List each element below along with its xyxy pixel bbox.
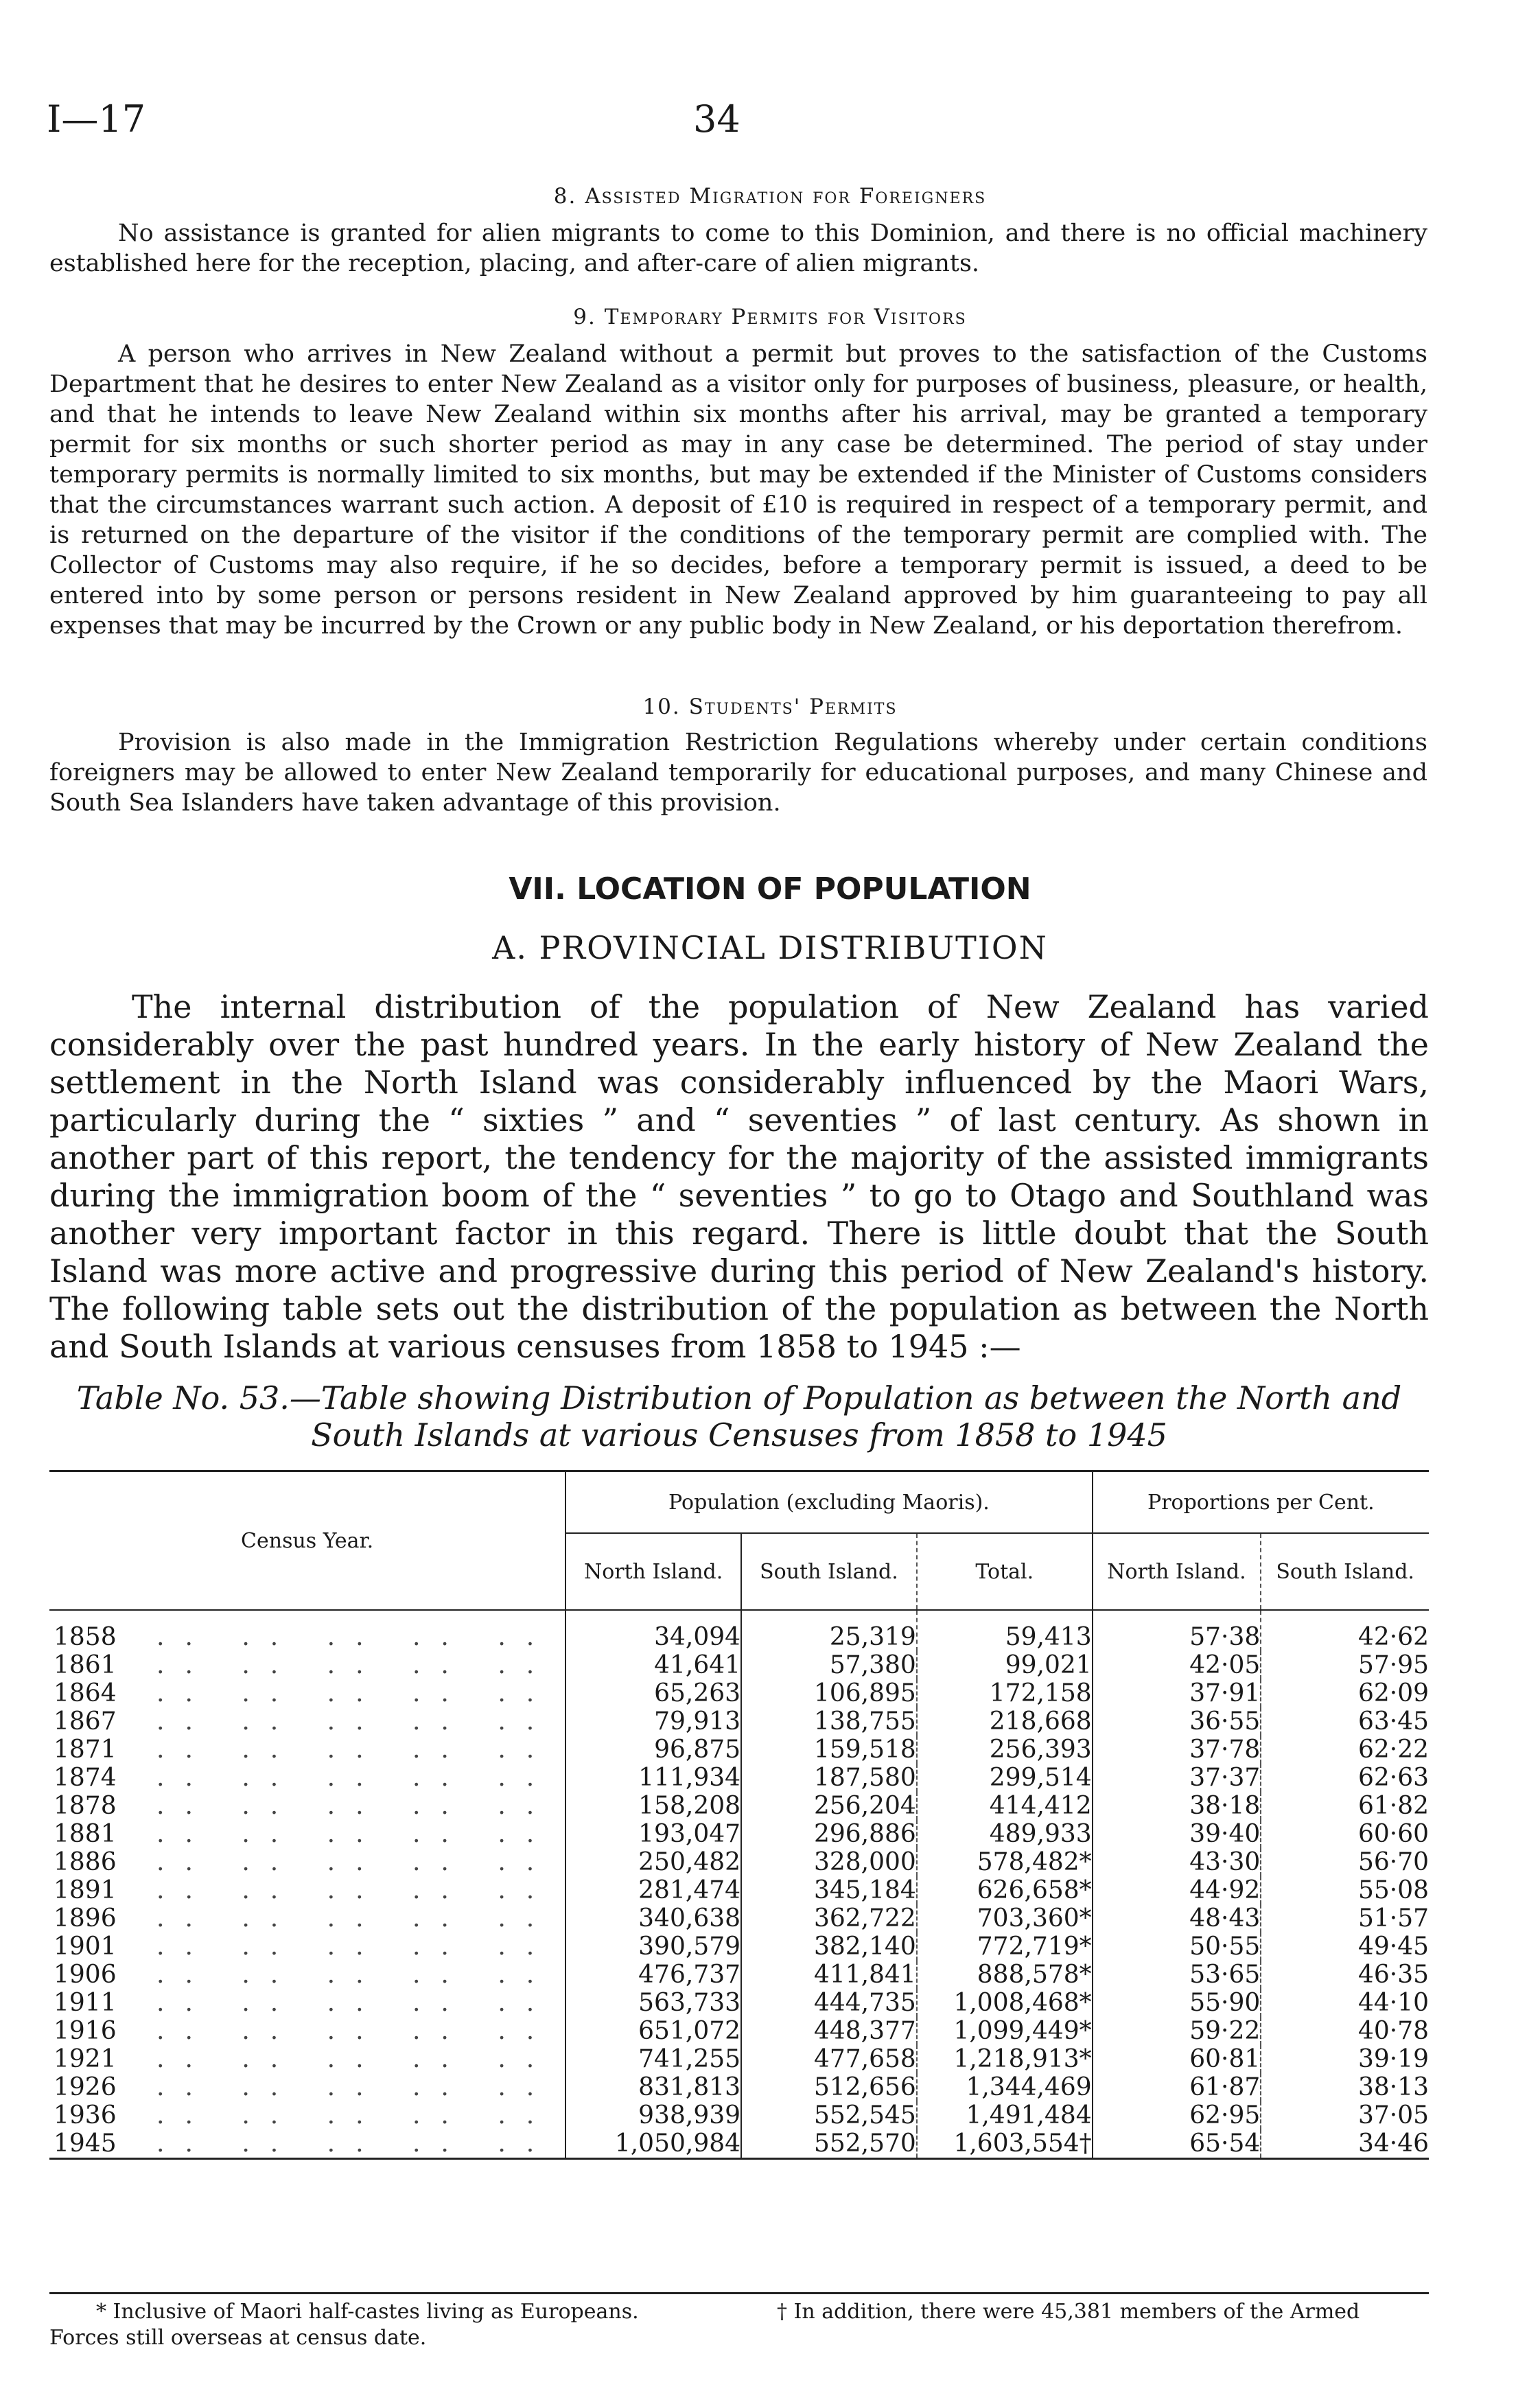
cell-south: 57,380 (741, 1651, 917, 1679)
cell-leader-dots: .. .. .. .. .. (156, 2101, 555, 2129)
section-9-heading: 9. Temporary Permits for Visitors (573, 305, 967, 329)
cell-south: 138,755 (741, 1707, 917, 1736)
section-8-body (49, 218, 1427, 279)
cell-pct-south: 42·62 (1261, 1610, 1429, 1651)
cell-pct-north: 55·90 (1093, 1989, 1261, 2017)
table-row (49, 1764, 1429, 1792)
cell-pct-south: 46·35 (1261, 1961, 1429, 1989)
cell-north: 340,638 (565, 1904, 741, 1933)
cell-census-year (49, 1989, 565, 2017)
cell-south: 296,886 (741, 1820, 917, 1848)
cell-year: 1906 (54, 1961, 117, 1989)
header-census-year: Census Year. (241, 1528, 374, 1553)
cell-pct-north: 44·92 (1093, 1876, 1261, 1904)
cell-north: 281,474 (565, 1876, 741, 1904)
cell-total: 888,578* (917, 1961, 1093, 1989)
cell-pct-north: 42·05 (1093, 1651, 1261, 1679)
cell-south: 345,184 (741, 1876, 917, 1904)
table-header-row-1 (49, 1471, 1429, 1534)
cell-north: 563,733 (565, 1989, 741, 2017)
cell-total: 1,008,468* (917, 1989, 1093, 2017)
cell-pct-north: 65·54 (1093, 2129, 1261, 2159)
cell-south: 187,580 (741, 1764, 917, 1792)
cell-south: 444,735 (741, 1989, 917, 2017)
cell-south: 448,377 (741, 2017, 917, 2045)
cell-year: 1874 (54, 1764, 117, 1792)
cell-pct-south: 61·82 (1261, 1792, 1429, 1820)
cell-south: 362,722 (741, 1904, 917, 1933)
cell-leader-dots: .. .. .. .. .. (156, 2017, 555, 2045)
cell-pct-south: 55·08 (1261, 1876, 1429, 1904)
footnote-star: * Inclusive of Maori half-castes living as Europeans. (96, 2300, 639, 2324)
cell-leader-dots: .. .. .. .. .. (156, 1989, 555, 2017)
cell-year: 1926 (54, 2073, 117, 2101)
cell-year: 1858 (54, 1623, 117, 1651)
header-pct-north: North Island. (1093, 1533, 1261, 1610)
cell-year: 1864 (54, 1679, 117, 1707)
cell-pct-south: 37·05 (1261, 2101, 1429, 2129)
table-row (49, 1736, 1429, 1764)
table-row (49, 1707, 1429, 1736)
cell-census-year (49, 1707, 565, 1736)
cell-north: 741,255 (565, 2045, 741, 2073)
cell-south: 477,658 (741, 2045, 917, 2073)
section-9-text: A person who arrives in New Zealand without a permit but proves to the satisfaction of the Customs Department that he desires to enter New Zealand as a visitor only for purposes of business, pleasure, or health, and that he intends to leave New Zealand within six months after his arrival, may be granted a temporary permit for six months or such shorter period as may in any case be determined. The period of stay under temporary permits is normally limited to six months, but may be extended if the Minister of Customs considers that the circumstances warrant such action. A deposit of £10 is required in respect of a temporary permit, and is returned on the departure of the visitor if the conditions of the temporary permit are complied with. The Collector of Customs may also require, if he so decides, before a temporary permit is issued, a deed to be entered into by some person or persons resident in New Zealand approved by him guaranteeing to pay all expenses that may be incurred by the Crown or any public body in New Zealand, or his deportation therefrom. (49, 340, 1427, 640)
cell-pct-south: 60·60 (1261, 1820, 1429, 1848)
cell-census-year (49, 2073, 565, 2101)
cell-total: 1,491,484 (917, 2101, 1093, 2129)
table-row (49, 1904, 1429, 1933)
cell-pct-north: 38·18 (1093, 1792, 1261, 1820)
cell-north: 390,579 (565, 1933, 741, 1961)
table-row (49, 2129, 1429, 2159)
cell-census-year (49, 1904, 565, 1933)
cell-census-year (49, 1610, 565, 1651)
cell-pct-south: 62·09 (1261, 1679, 1429, 1707)
cell-year: 1901 (54, 1933, 117, 1961)
cell-pct-south: 63·45 (1261, 1707, 1429, 1736)
section-8-heading: 8. Assisted Migration for Foreigners (553, 184, 987, 209)
cell-north: 158,208 (565, 1792, 741, 1820)
cell-pct-north: 39·40 (1093, 1820, 1261, 1848)
footnote-rule (49, 2292, 1429, 2294)
cell-leader-dots: .. .. .. .. .. (156, 1764, 555, 1792)
cell-north: 79,913 (565, 1707, 741, 1736)
cell-leader-dots: .. .. .. .. .. (156, 1848, 555, 1876)
cell-north: 831,813 (565, 2073, 741, 2101)
cell-pct-south: 39·19 (1261, 2045, 1429, 2073)
cell-pct-south: 57·95 (1261, 1651, 1429, 1679)
cell-total: 256,393 (917, 1736, 1093, 1764)
cell-total: 99,021 (917, 1651, 1093, 1679)
cell-north: 34,094 (565, 1610, 741, 1651)
cell-leader-dots: .. .. .. .. .. (156, 1933, 555, 1961)
cell-south: 256,204 (741, 1792, 917, 1820)
cell-year: 1945 (54, 2129, 117, 2158)
main-paragraph-text: The internal distribution of the population of New Zealand has varied considerably over the past hundred years. In the early history of New Zealand the settlement in the North Island was considerably influenced by the Maori Wars, particularly during the “ sixties ” and “ seventies ” of last century. As shown in another part of this report, the tendency for the majority of the assisted immigrants during the immigration boom of the “ seventies ” to go to Otago and Southland was another very important factor in this regard. There is little doubt that the South Island was more active and progressive during this period of New Zealand's history. The following table sets out the distribution of the population as between the North and South Islands at various censuses from 1858 to 1945 :— (49, 988, 1429, 1365)
cell-pct-north: 50·55 (1093, 1933, 1261, 1961)
cell-leader-dots: .. .. .. .. .. (156, 1736, 555, 1764)
cell-south: 382,140 (741, 1933, 917, 1961)
cell-pct-north: 36·55 (1093, 1707, 1261, 1736)
table-row (49, 1933, 1429, 1961)
cell-census-year (49, 1651, 565, 1679)
cell-leader-dots: .. .. .. .. .. (156, 1651, 555, 1679)
cell-year: 1921 (54, 2045, 117, 2073)
cell-south: 25,319 (741, 1610, 917, 1651)
cell-pct-south: 40·78 (1261, 2017, 1429, 2045)
cell-north: 65,263 (565, 1679, 741, 1707)
cell-census-year (49, 2045, 565, 2073)
footnote-dagger: † In addition, there were 45,381 members of the Armed Forces still overseas at census date. (49, 2300, 1360, 2350)
cell-north: 250,482 (565, 1848, 741, 1876)
cell-pct-south: 44·10 (1261, 1989, 1429, 2017)
cell-pct-south: 38·13 (1261, 2073, 1429, 2101)
cell-pct-north: 62·95 (1093, 2101, 1261, 2129)
header-pct-south: South Island. (1261, 1533, 1429, 1610)
cell-leader-dots: .. .. .. .. .. (156, 1623, 555, 1651)
table-body (49, 1610, 1429, 2159)
cell-north: 651,072 (565, 2017, 741, 2045)
cell-total: 1,344,469 (917, 2073, 1093, 2101)
cell-leader-dots: .. .. .. .. .. (156, 2129, 555, 2158)
header-north-island: North Island. (565, 1533, 741, 1610)
cell-total: 1,603,554† (917, 2129, 1093, 2159)
table-row (49, 2045, 1429, 2073)
cell-total: 172,158 (917, 1679, 1093, 1707)
cell-census-year (49, 2017, 565, 2045)
cell-year: 1861 (54, 1651, 117, 1679)
table-row (49, 2017, 1429, 2045)
page-number: 34 (693, 97, 740, 141)
cell-pct-south: 51·57 (1261, 1904, 1429, 1933)
cell-north: 96,875 (565, 1736, 741, 1764)
table-row (49, 1679, 1429, 1707)
cell-leader-dots: .. .. .. .. .. (156, 1904, 555, 1933)
cell-pct-south: 34·46 (1261, 2129, 1429, 2159)
section-10-text: Provision is also made in the Immigration Restriction Regulations whereby under certain conditions foreigners may be allowed to enter New Zealand temporarily for educational purposes, and many Chinese and South Sea Islanders have taken advantage of this provision. (49, 729, 1427, 817)
cell-leader-dots: .. .. .. .. .. (156, 2045, 555, 2073)
cell-north: 111,934 (565, 1764, 741, 1792)
table-row (49, 1876, 1429, 1904)
cell-pct-south: 56·70 (1261, 1848, 1429, 1876)
cell-total: 578,482* (917, 1848, 1093, 1876)
cell-pct-north: 53·65 (1093, 1961, 1261, 1989)
cell-pct-north: 37·37 (1093, 1764, 1261, 1792)
section-9-body (49, 339, 1427, 641)
cell-leader-dots: .. .. .. .. .. (156, 1876, 555, 1904)
cell-south: 512,656 (741, 2073, 917, 2101)
cell-total: 414,412 (917, 1792, 1093, 1820)
table-row (49, 1848, 1429, 1876)
cell-pct-north: 60·81 (1093, 2045, 1261, 2073)
document-code: I—17 (47, 97, 146, 141)
cell-north: 938,939 (565, 2101, 741, 2129)
cell-pct-north: 48·43 (1093, 1904, 1261, 1933)
cell-total: 59,413 (917, 1610, 1093, 1651)
cell-year: 1916 (54, 2017, 117, 2045)
cell-year: 1871 (54, 1736, 117, 1764)
subchapter-heading: A. PROVINCIAL DISTRIBUTION (492, 929, 1048, 966)
cell-pct-north: 43·30 (1093, 1848, 1261, 1876)
cell-pct-north: 61·87 (1093, 2073, 1261, 2101)
header-total: Total. (917, 1533, 1093, 1610)
cell-census-year (49, 1736, 565, 1764)
cell-pct-north: 57·38 (1093, 1610, 1261, 1651)
cell-year: 1867 (54, 1707, 117, 1736)
cell-year: 1936 (54, 2101, 117, 2129)
cell-south: 328,000 (741, 1848, 917, 1876)
table-caption: Table No. 53.—Table showing Distribution of Population as between the North and South Islands at various Censuses from 1858 to 1945 (76, 1379, 1402, 1454)
cell-south: 552,570 (741, 2129, 917, 2159)
cell-south: 411,841 (741, 1961, 917, 1989)
table-row (49, 1989, 1429, 2017)
chapter-heading: VII. LOCATION OF POPULATION (509, 872, 1031, 907)
cell-year: 1878 (54, 1792, 117, 1820)
section-8-text: No assistance is granted for alien migrants to come to this Dominion, and there is no official machinery established here for the reception, placing, and after-care of alien migrants. (49, 220, 1427, 277)
cell-leader-dots: .. .. .. .. .. (156, 1961, 555, 1989)
header-population-group: Population (excluding Maoris). (565, 1471, 1092, 1534)
cell-census-year (49, 2129, 565, 2159)
cell-census-year (49, 1792, 565, 1820)
cell-year: 1886 (54, 1848, 117, 1876)
table-row (49, 2073, 1429, 2101)
cell-census-year (49, 1679, 565, 1707)
cell-census-year (49, 1764, 565, 1792)
cell-total: 626,658* (917, 1876, 1093, 1904)
cell-leader-dots: .. .. .. .. .. (156, 2073, 555, 2101)
cell-pct-north: 37·91 (1093, 1679, 1261, 1707)
cell-leader-dots: .. .. .. .. .. (156, 1792, 555, 1820)
cell-pct-south: 49·45 (1261, 1933, 1429, 1961)
cell-total: 703,360* (917, 1904, 1093, 1933)
cell-south: 552,545 (741, 2101, 917, 2129)
cell-census-year (49, 1876, 565, 1904)
cell-total: 1,218,913* (917, 2045, 1093, 2073)
header-south-island: South Island. (741, 1533, 917, 1610)
cell-total: 218,668 (917, 1707, 1093, 1736)
cell-total: 772,719* (917, 1933, 1093, 1961)
section-10-body (49, 727, 1427, 818)
cell-leader-dots: .. .. .. .. .. (156, 1820, 555, 1848)
cell-leader-dots: .. .. .. .. .. (156, 1707, 555, 1736)
cell-census-year (49, 1961, 565, 1989)
cell-south: 106,895 (741, 1679, 917, 1707)
section-10-heading: 10. Students' Permits (642, 695, 898, 719)
cell-north: 41,641 (565, 1651, 741, 1679)
table-row (49, 1610, 1429, 1651)
cell-pct-south: 62·22 (1261, 1736, 1429, 1764)
table-row (49, 2101, 1429, 2129)
cell-census-year (49, 1848, 565, 1876)
cell-year: 1896 (54, 1904, 117, 1933)
table-row (49, 1792, 1429, 1820)
population-table (49, 1470, 1429, 2160)
cell-pct-south: 62·63 (1261, 1764, 1429, 1792)
table-row (49, 1651, 1429, 1679)
main-paragraph (49, 988, 1429, 1366)
cell-total: 1,099,449* (917, 2017, 1093, 2045)
cell-year: 1891 (54, 1876, 117, 1904)
cell-north: 193,047 (565, 1820, 741, 1848)
header-proportions-group: Proportions per Cent. (1093, 1471, 1429, 1534)
table-row (49, 1961, 1429, 1989)
cell-north: 476,737 (565, 1961, 741, 1989)
cell-south: 159,518 (741, 1736, 917, 1764)
cell-census-year (49, 2101, 565, 2129)
cell-leader-dots: .. .. .. .. .. (156, 1679, 555, 1707)
cell-total: 299,514 (917, 1764, 1093, 1792)
cell-pct-north: 37·78 (1093, 1736, 1261, 1764)
cell-census-year (49, 1820, 565, 1848)
cell-year: 1911 (54, 1989, 117, 2017)
cell-pct-north: 59·22 (1093, 2017, 1261, 2045)
cell-total: 489,933 (917, 1820, 1093, 1848)
cell-year: 1881 (54, 1820, 117, 1848)
cell-north: 1,050,984 (565, 2129, 741, 2159)
cell-census-year (49, 1933, 565, 1961)
table-row (49, 1820, 1429, 1848)
